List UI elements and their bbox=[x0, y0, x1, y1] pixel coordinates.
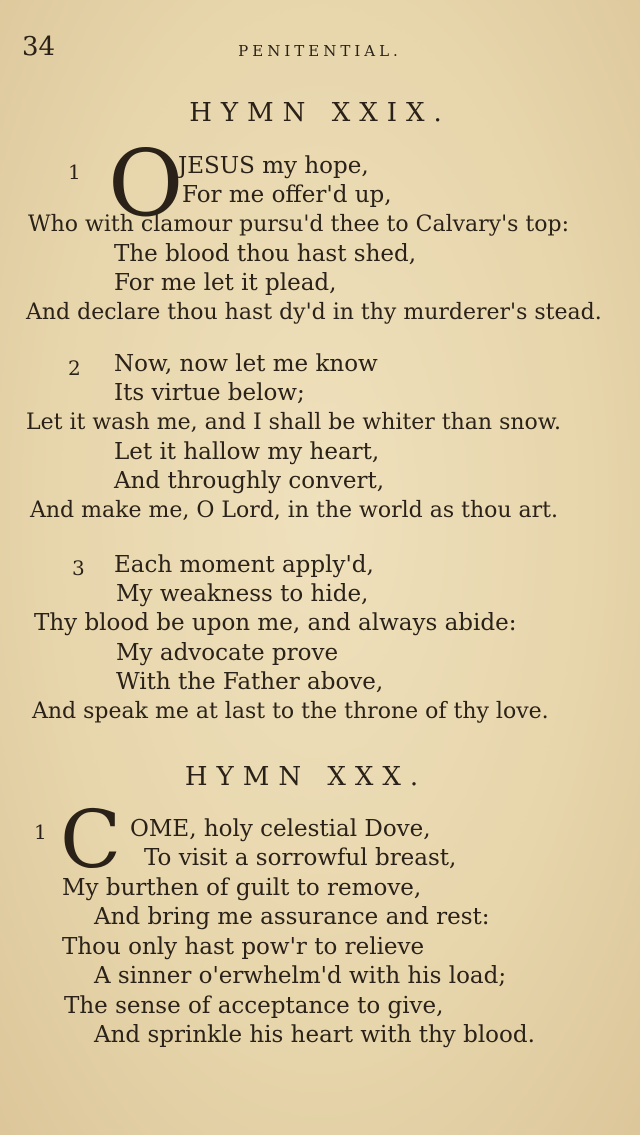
hymn-line: Each moment apply'd, bbox=[114, 552, 374, 578]
hymn-line: My advocate prove bbox=[116, 640, 339, 666]
verse-number: 1 bbox=[68, 160, 81, 184]
hymn-line: And sprinkle his heart with thy blood. bbox=[94, 1022, 535, 1048]
drop-cap: O bbox=[108, 130, 184, 237]
drop-cap: C bbox=[60, 793, 122, 886]
hymn-line: My burthen of guilt to remove, bbox=[62, 875, 422, 901]
hymn-line: Let it wash me, and I shall be whiter than snow. bbox=[26, 410, 561, 435]
hymn-line: With the Father above, bbox=[116, 669, 384, 695]
hymn-title-30: HYMN XXX. bbox=[184, 762, 428, 792]
hymn-line: A sinner o'erwhelm'd with his load; bbox=[94, 963, 507, 989]
hymn-line: Let it hallow my heart, bbox=[114, 439, 380, 465]
hymn-line: Now, now let me know bbox=[114, 351, 378, 377]
hymn-line: For me offer'd up, bbox=[182, 182, 392, 208]
hymn-line: Its virtue below; bbox=[114, 380, 305, 406]
verse-number: 1 bbox=[34, 820, 47, 844]
verse-number: 2 bbox=[68, 356, 81, 380]
hymn-title-29: HYMN XXIX. bbox=[189, 98, 451, 128]
running-head: PENITENTIAL. bbox=[238, 42, 402, 60]
page-number: 34 bbox=[22, 32, 56, 62]
hymn-line: Who with clamour pursu'd thee to Calvary's top: bbox=[28, 212, 570, 237]
verse-number: 3 bbox=[72, 556, 85, 580]
hymn-line: Thou only hast pow'r to relieve bbox=[62, 934, 425, 960]
hymn-line: And speak me at last to the throne of thy love. bbox=[32, 699, 549, 724]
hymn-line: Thy blood be upon me, and always abide: bbox=[34, 610, 517, 636]
hymn-line: The blood thou hast shed, bbox=[114, 241, 417, 267]
hymn-line: To visit a sorrowful breast, bbox=[144, 845, 457, 871]
hymn-line: JESUS my hope, bbox=[178, 153, 369, 179]
hymn-line: And bring me assurance and rest: bbox=[94, 904, 490, 930]
hymn-line: And throughly convert, bbox=[114, 468, 385, 494]
hymn-line: The sense of acceptance to give, bbox=[64, 993, 444, 1019]
hymn-line: And declare thou hast dy'd in thy murderer's stead. bbox=[26, 300, 602, 325]
hymn-line: OME, holy celestial Dove, bbox=[130, 816, 431, 842]
hymn-line: My weakness to hide, bbox=[116, 581, 369, 607]
hymn-line: For me let it plead, bbox=[114, 270, 337, 296]
hymn-line: And make me, O Lord, in the world as thou art. bbox=[30, 498, 558, 523]
